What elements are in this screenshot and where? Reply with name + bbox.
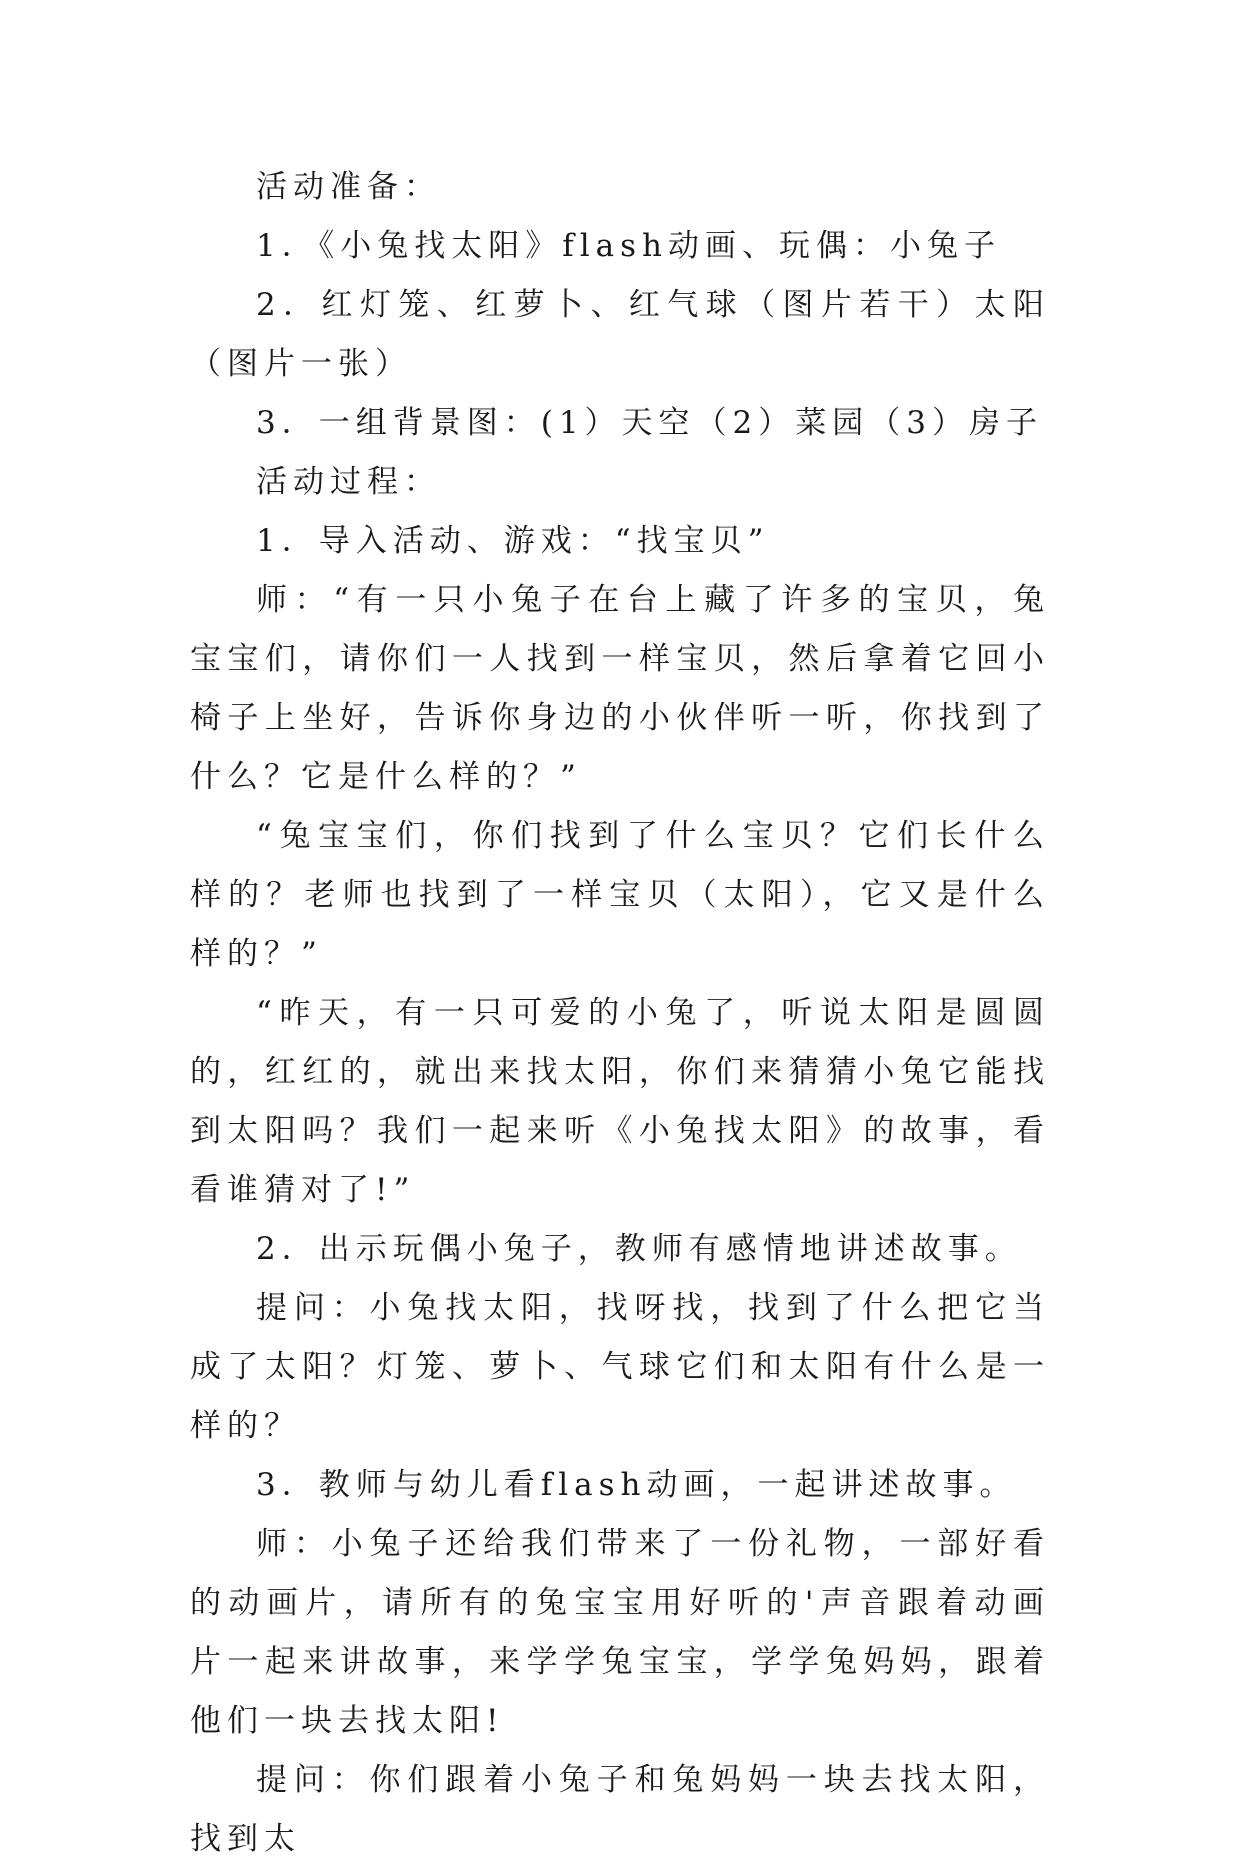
process-step-1: 1．导入活动、游戏：“找宝贝” <box>256 523 770 559</box>
process-step-2: 2．出示玩偶小兔子，教师有感情地讲述故事。 <box>256 1231 1022 1267</box>
document-body <box>190 158 1050 1869</box>
process-step-3: 3．教师与幼儿看flash动画，一起讲述故事。 <box>256 1467 1017 1503</box>
paragraph: 提问：小兔找太阳，找呀找，找到了什么把它当成了太阳？灯笼、萝卜、气球它们和太阳有什么是一样的？ <box>190 1290 1050 1444</box>
paragraph: “昨天，有一只可爱的小兔了，听说太阳是圆圆的，红红的，就出来找太阳，你们来猜猜小兔它能找到太阳吗？我们一起来听《小兔找太阳》的故事，看看谁猜对了!” <box>190 995 1050 1208</box>
section-heading-process: 活动过程： <box>256 464 441 500</box>
section-heading-preparation: 活动准备： <box>256 169 441 205</box>
paragraph: 提问：你们跟着小兔子和兔妈妈一块去找太阳，找到太 <box>190 1762 1050 1857</box>
paragraph: 师：“有一只小兔子在台上藏了许多的宝贝，兔宝宝们，请你们一人找到一样宝贝，然后拿着它回小椅子上坐好，告诉你身边的小伙伴听一听，你找到了什么？它是什么样的？” <box>190 582 1050 795</box>
preparation-item-2: 2．红灯笼、红萝卜、红气球（图片若干）太阳（图片一张） <box>190 287 1050 382</box>
preparation-item-1: 1．《小兔找太阳》flash动画、玩偶：小兔子 <box>256 228 1001 264</box>
paragraph: “兔宝宝们，你们找到了什么宝贝？它们长什么样的？老师也找到了一样宝贝（太阳），它又是什么样的？” <box>190 818 1050 972</box>
paragraph: 师：小兔子还给我们带来了一份礼物，一部好看的动画片，请所有的兔宝宝用好听的'声音跟着动画片一起来讲故事，来学学兔宝宝，学学兔妈妈，跟着他们一块去找太阳! <box>190 1526 1050 1739</box>
preparation-item-3: 3．一组背景图：(1）天空（2）菜园（3）房子 <box>256 405 1043 441</box>
